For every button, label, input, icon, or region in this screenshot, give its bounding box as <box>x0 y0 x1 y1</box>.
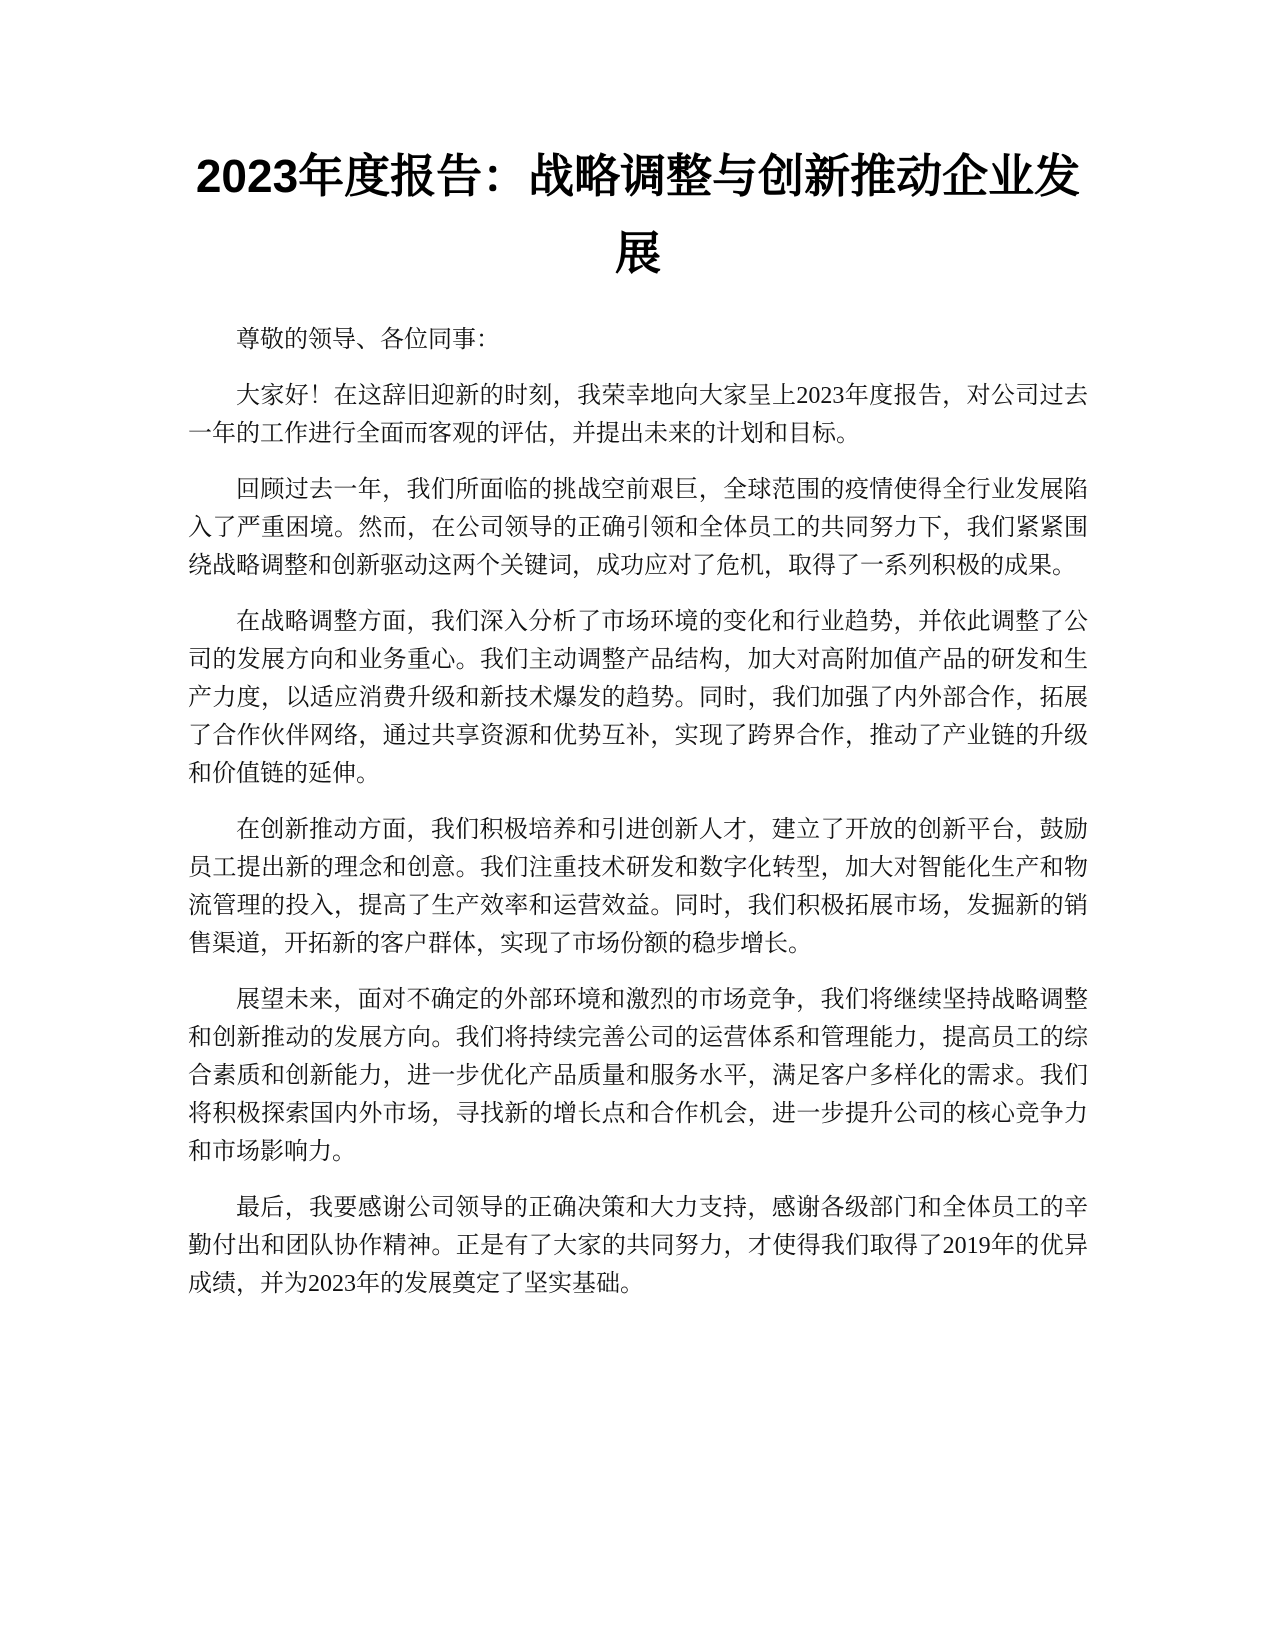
closing-paragraph: 最后，我要感谢公司领导的正确决策和大力支持，感谢各级部门和全体员工的辛勤付出和团队协作精神。正是有了大家的共同努力，才使得我们取得了2019年的优异成绩，并为2023年的发展奠定了坚实基础。 <box>188 1195 1088 1297</box>
review-paragraph: 回顾过去一年，我们所面临的挑战空前艰巨，全球范围的疫情使得全行业发展陷入了严重困境。然而，在公司领导的正确引领和全体员工的共同努力下，我们紧紧围绕战略调整和创新驱动这两个关键词，成功应对了危机，取得了一系列积极的成果。 <box>188 477 1088 579</box>
document-title: 2023年度报告：战略调整与创新推动企业发展 <box>195 150 1081 279</box>
greeting-paragraph: 大家好！在这辞旧迎新的时刻，我荣幸地向大家呈上2023年度报告，对公司过去一年的工作进行全面而客观的评估，并提出未来的计划和目标。 <box>188 383 1088 447</box>
document-body <box>188 321 1088 1321</box>
strategy-paragraph: 在战略调整方面，我们深入分析了市场环境的变化和行业趋势，并依此调整了公司的发展方向和业务重心。我们主动调整产品结构，加大对高附加值产品的研发和生产力度，以适应消费升级和新技术爆发的趋势。同时，我们加强了内外部合作，拓展了合作伙伴网络，通过共享资源和优势互补，实现了跨界合作，推动了产业链的升级和价值链的延伸。 <box>188 609 1088 787</box>
innovation-paragraph: 在创新推动方面，我们积极培养和引进创新人才，建立了开放的创新平台，鼓励员工提出新的理念和创意。我们注重技术研发和数字化转型，加大对智能化生产和物流管理的投入，提高了生产效率和运营效益。同时，我们积极拓展市场，发掘新的销售渠道，开拓新的客户群体，实现了市场份额的稳步增长。 <box>188 817 1088 957</box>
outlook-paragraph: 展望未来，面对不确定的外部环境和激烈的市场竞争，我们将继续坚持战略调整和创新推动的发展方向。我们将持续完善公司的运营体系和管理能力，提高员工的综合素质和创新能力，进一步优化产品质量和服务水平，满足客户多样化的需求。我们将积极探索国内外市场，寻找新的增长点和合作机会，进一步提升公司的核心竞争力和市场影响力。 <box>188 987 1088 1165</box>
salutation-paragraph: 尊敬的领导、各位同事： <box>236 327 500 353</box>
